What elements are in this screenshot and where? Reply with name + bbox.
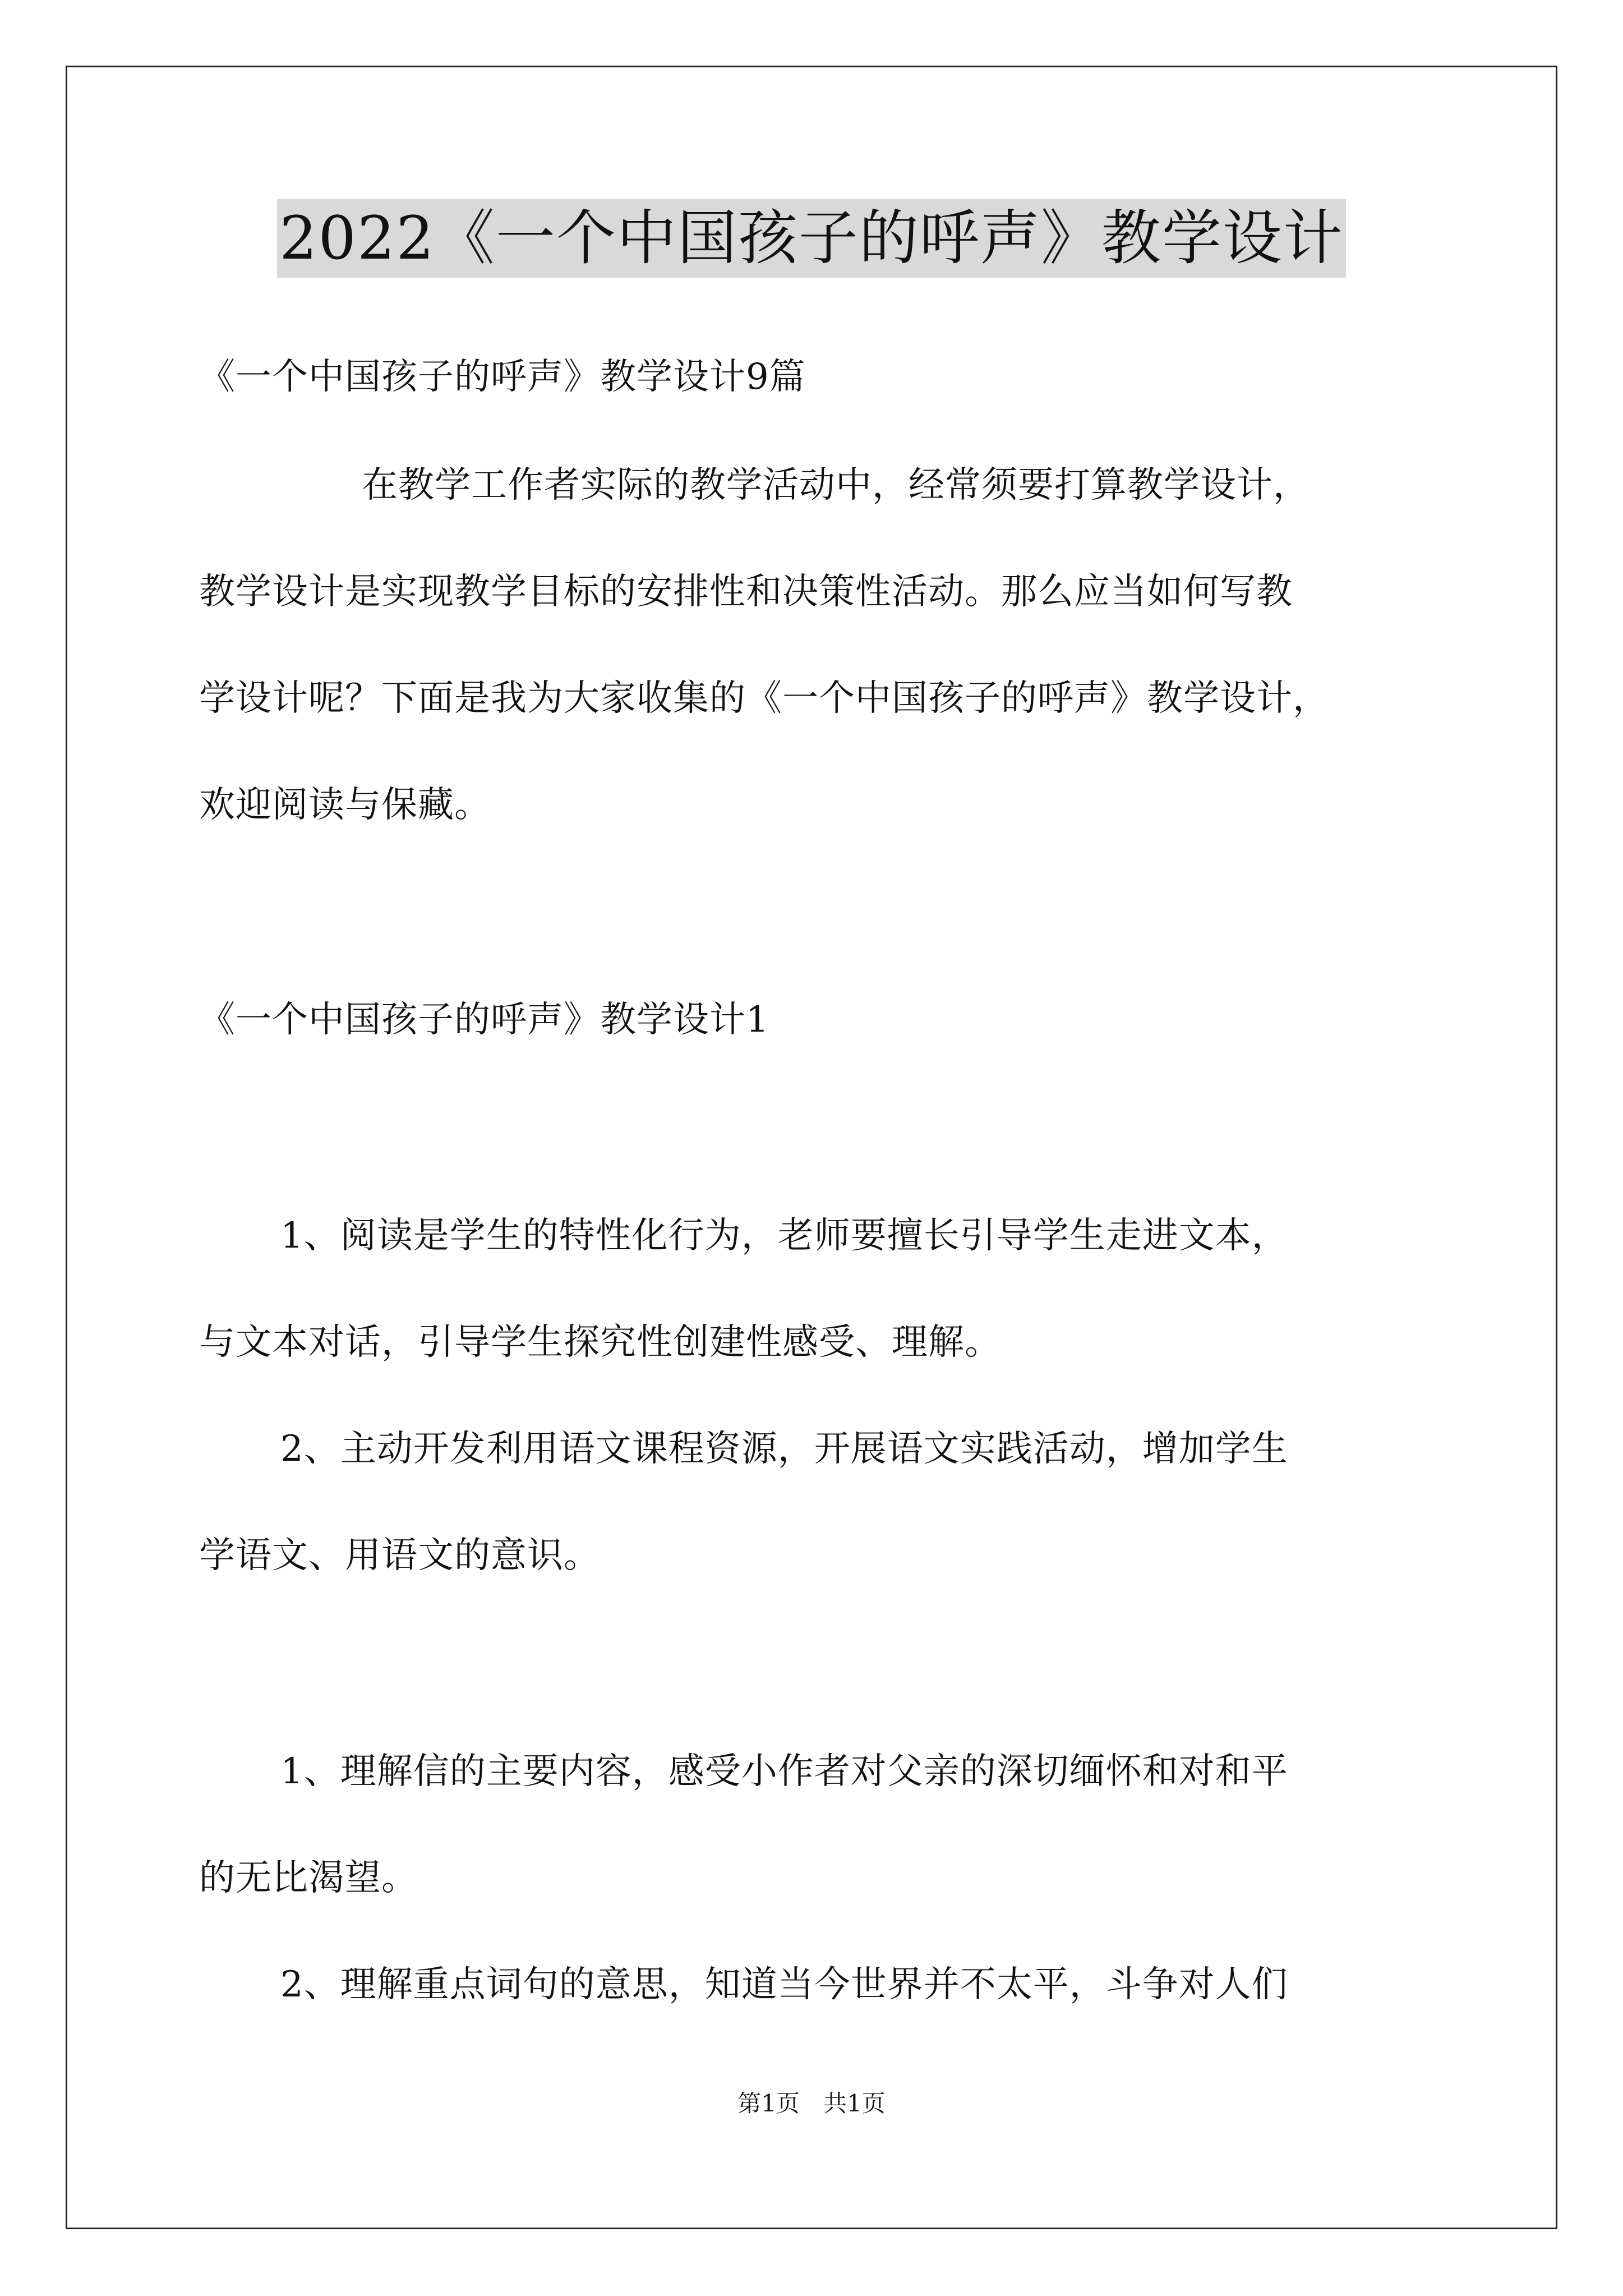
intro-line-1: 在教学工作者实际的教学活动中，经常须要打算教学设计，	[362, 464, 1310, 506]
body-line-6: 的无比渴望。	[199, 1857, 418, 1899]
body-line-4: 学语文、用语文的意识。	[199, 1535, 600, 1576]
body-line-7: 2、理解重点词句的意思，知道当今世界并不太平，斗争对人们	[280, 1964, 1288, 2005]
body-line-1: 1、阅读是学生的特性化行为，老师要擅长引导学生走进文本，	[280, 1215, 1288, 1257]
body-line-3: 2、主动开发利用语文课程资源，开展语文实践活动，增加学生	[280, 1428, 1288, 1470]
intro-line-3: 学设计呢？下面是我为大家收集的《一个中国孩子的呼声》教学设计，	[199, 678, 1329, 719]
body-line-5: 1、理解信的主要内容，感受小作者对父亲的深切缅怀和对和平	[280, 1751, 1288, 1792]
title-container	[0, 199, 1623, 278]
intro-line-2: 教学设计是实现教学目标的安排性和决策性活动。那么应当如何写教	[199, 571, 1293, 613]
page-number-footer: 第1页 共1页	[737, 2090, 886, 2117]
document-title: 2022《一个中国孩子的呼声》教学设计	[277, 199, 1346, 278]
section-heading: 《一个中国孩子的呼声》教学设计1	[199, 999, 769, 1041]
document-subtitle: 《一个中国孩子的呼声》教学设计9篇	[199, 356, 806, 398]
intro-line-4: 欢迎阅读与保藏。	[199, 784, 491, 826]
body-line-2: 与文本对话，引导学生探究性创建性感受、理解。	[199, 1322, 1001, 1363]
